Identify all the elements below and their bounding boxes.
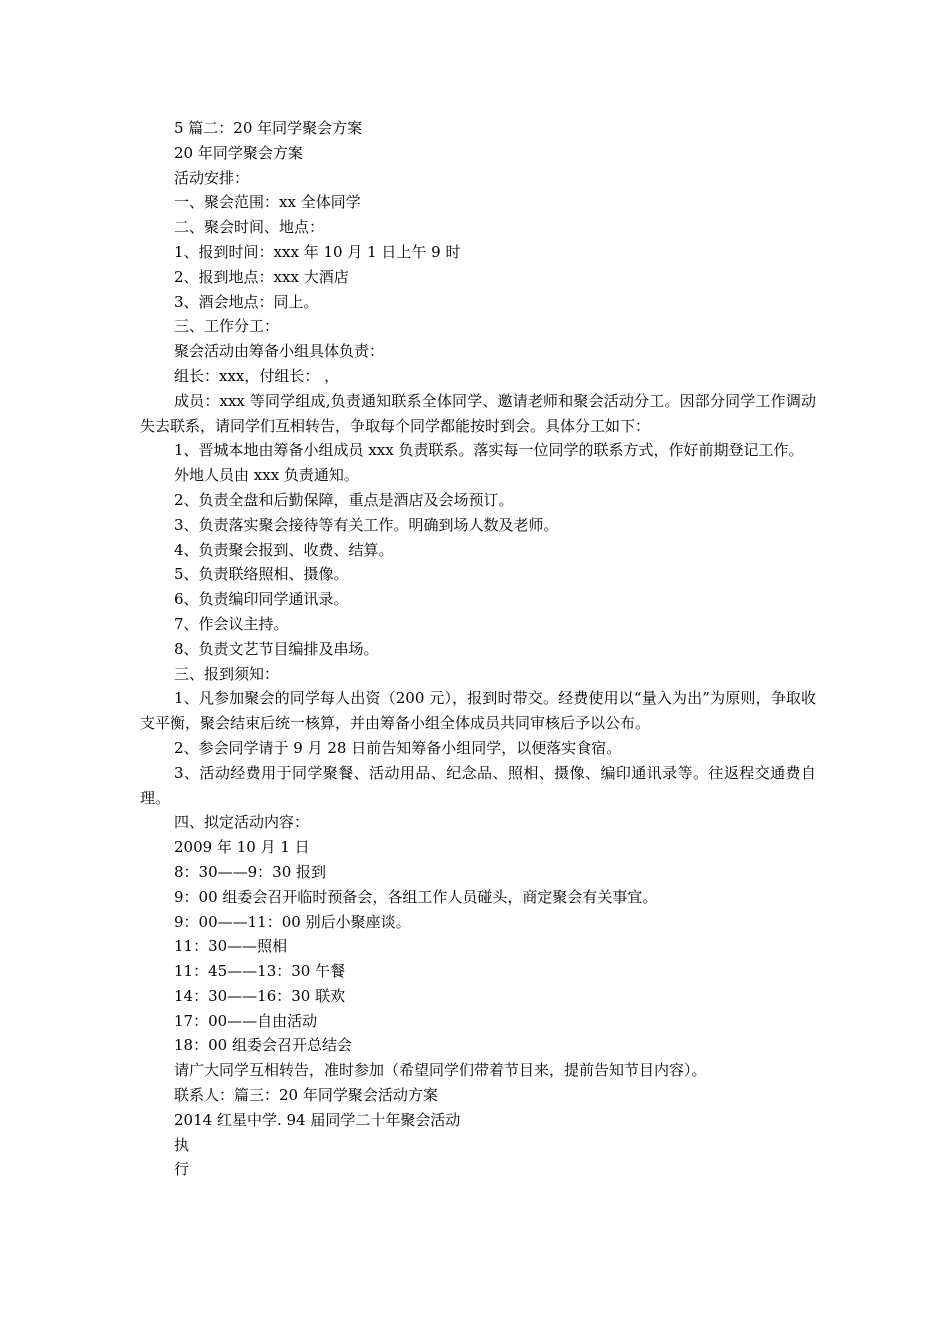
- text-line: 9：00——11：00 别后小聚座谈。: [174, 912, 411, 931]
- text-line: 14：30——16：30 联欢: [174, 986, 346, 1005]
- paragraph-task-1: 1、晋城本地由筹备小组成员 xxx 负责联系。落实每一位同学的联系方式，作好前期登记工作。: [174, 441, 804, 460]
- text-line: 18：00 组委会召开总结会: [174, 1036, 352, 1055]
- text-line: 一、聚会范围：xx 全体同学: [174, 193, 361, 212]
- text-line: 行: [174, 1160, 190, 1179]
- text-line: 组长：xxx，付组长： ，: [174, 366, 340, 385]
- text-line: 活动安排：: [174, 168, 250, 187]
- document-body: [140, 116, 816, 1182]
- document-title: 20 年同学聚会方案: [174, 143, 303, 162]
- text-line: 请广大同学互相转告，准时参加（希望同学们带着节目来，提前告知节目内容）。: [174, 1061, 707, 1080]
- section-heading: 5 篇二：20 年同学聚会方案: [174, 119, 363, 137]
- text-line: 三、工作分工：: [174, 317, 280, 336]
- text-line: 11：45——13：30 午餐: [174, 962, 346, 981]
- text-line: 2、报到地点：xxx 大酒店: [174, 267, 349, 286]
- text-line: 3、负责落实聚会接待等有关工作。明确到场人数及老师。: [174, 515, 559, 534]
- text-line: 7、作会议主持。: [174, 614, 289, 633]
- text-line: 5、负责联络照相、摄像。: [174, 565, 349, 584]
- text-line: 三、报到须知：: [174, 664, 280, 683]
- text-line: 9：00 组委会召开临时预备会，各组工作人员碰头，商定聚会有关事宜。: [174, 887, 658, 906]
- text-line: 四、拟定活动内容：: [174, 813, 310, 832]
- text-line: 聚会活动由筹备小组具体负责：: [174, 342, 385, 361]
- paragraph-members: 成员：xxx 等同学组成,负责通知联系全体同学、邀请老师和聚会活动分工。因部分同学工作调动失去联系，请同学们互相转告，争取每个同学都能按时到会。具体分工如下：: [140, 391, 816, 435]
- text-line-notice-2: 2、参会同学请于 9 月 28 日前告知筹备小组同学，以便落实食宿。: [174, 738, 622, 757]
- text-line: 4、负责聚会报到、收费、结算。: [174, 540, 394, 559]
- text-line: 2、负责全盘和后勤保障，重点是酒店及会场预订。: [174, 490, 514, 509]
- text-line: 11：30——照相: [174, 937, 288, 956]
- text-line: 6、负责编印同学通讯录。: [174, 590, 349, 609]
- text-line: 3、酒会地点：同上。: [174, 292, 319, 311]
- text-line: 2009 年 10 月 1 日: [174, 838, 310, 857]
- text-line: 外地人员由 xxx 负责通知。: [174, 466, 359, 485]
- paragraph-notice-1: 1、凡参加聚会的同学每人出资（200 元），报到时带交。经费使用以“量入为出”为原则，争取收支平衡，聚会结束后统一核算，并由筹备小组全体成员共同审核后予以公布。: [140, 689, 816, 733]
- text-line: 8、负责文艺节目编排及串场。: [174, 639, 379, 658]
- text-line: 联系人：篇三：20 年同学聚会活动方案: [174, 1086, 438, 1105]
- text-line: 二、聚会时间、地点：: [174, 218, 325, 237]
- text-line: 17：00——自由活动: [174, 1011, 318, 1030]
- text-line: 2014 红星中学. 94 届同学二十年聚会活动: [174, 1110, 461, 1129]
- text-line: 8：30——9：30 报到: [174, 862, 327, 881]
- paragraph-notice-3: 3、活动经费用于同学聚餐、活动用品、纪念品、照相、摄像、编印通讯录等。往返程交通费自理。: [140, 763, 816, 807]
- text-line: 执: [174, 1135, 190, 1154]
- text-line: 1、报到时间：xxx 年 10 月 1 日上午 9 时: [174, 242, 461, 261]
